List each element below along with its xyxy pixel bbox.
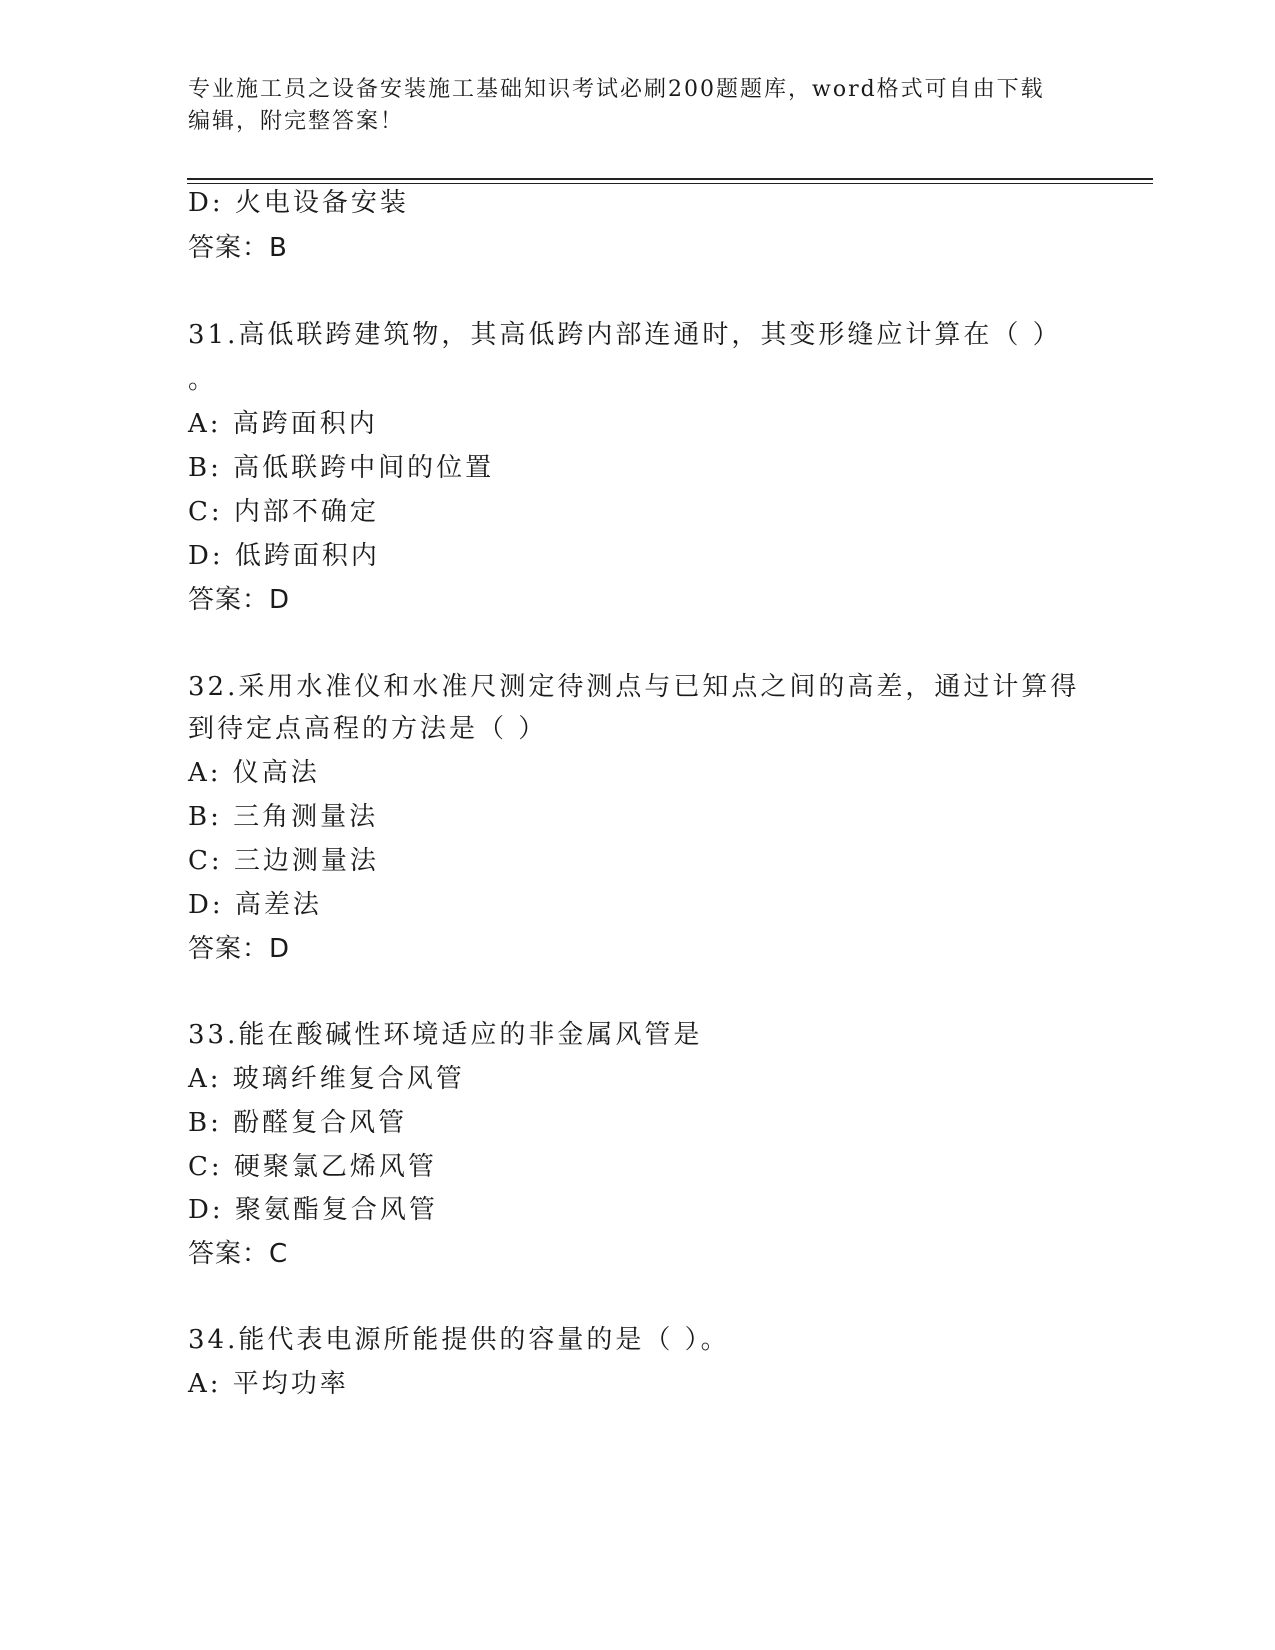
q33-option-d: D: 聚氨酯复合风管: [188, 1195, 438, 1225]
q34-option-a: A: 平均功率: [188, 1369, 349, 1399]
document-header: [188, 74, 1068, 138]
q32-stem-line2: 到待定点高程的方法是（ ）: [188, 714, 548, 744]
q31-option-a: A: 高跨面积内: [188, 409, 378, 439]
header-divider-thick: [187, 178, 1153, 180]
q32-option-b: B: 三角测量法: [188, 802, 379, 832]
prev-answer: 答案：B: [188, 233, 288, 263]
q33-answer: 答案：C: [188, 1239, 289, 1269]
q33-stem-line1: 33.能在酸碱性环境适应的非金属风管是: [188, 1020, 703, 1050]
q33-option-c: C: 硬聚氯乙烯风管: [188, 1152, 437, 1182]
q31-option-c: C: 内部不确定: [188, 497, 379, 527]
q32-option-a: A: 仪高法: [188, 758, 320, 788]
q33-option-a: A: 玻璃纤维复合风管: [188, 1064, 465, 1094]
header-title-line2: 编辑，附完整答案！: [188, 109, 405, 134]
q31-stem-line1: 31.高低联跨建筑物，其高低跨内部连通时，其变形缝应计算在（ ）: [188, 320, 1062, 350]
q31-stem-line2: 。: [188, 365, 218, 395]
q31-option-b: B: 高低联跨中间的位置: [188, 453, 495, 483]
prev-option-d: D: 火电设备安装: [188, 188, 409, 218]
q31-option-d: D: 低跨面积内: [188, 541, 380, 571]
q32-option-c: C: 三边测量法: [188, 846, 379, 876]
q32-answer: 答案：D: [188, 934, 291, 964]
q31-answer: 答案：D: [188, 585, 291, 615]
q33-option-b: B: 酚醛复合风管: [188, 1108, 408, 1138]
header-divider-thin: [187, 183, 1153, 184]
q32-option-d: D: 高差法: [188, 890, 322, 920]
q34-stem-line1: 34.能代表电源所能提供的容量的是（ ）。: [188, 1325, 730, 1355]
header-title-line1: 专业施工员之设备安装施工基础知识考试必刷200题题库，word格式可自由下载: [188, 77, 1045, 102]
q32-stem-line1: 32.采用水准仪和水准尺测定待测点与已知点之间的高差，通过计算得: [188, 672, 1080, 702]
